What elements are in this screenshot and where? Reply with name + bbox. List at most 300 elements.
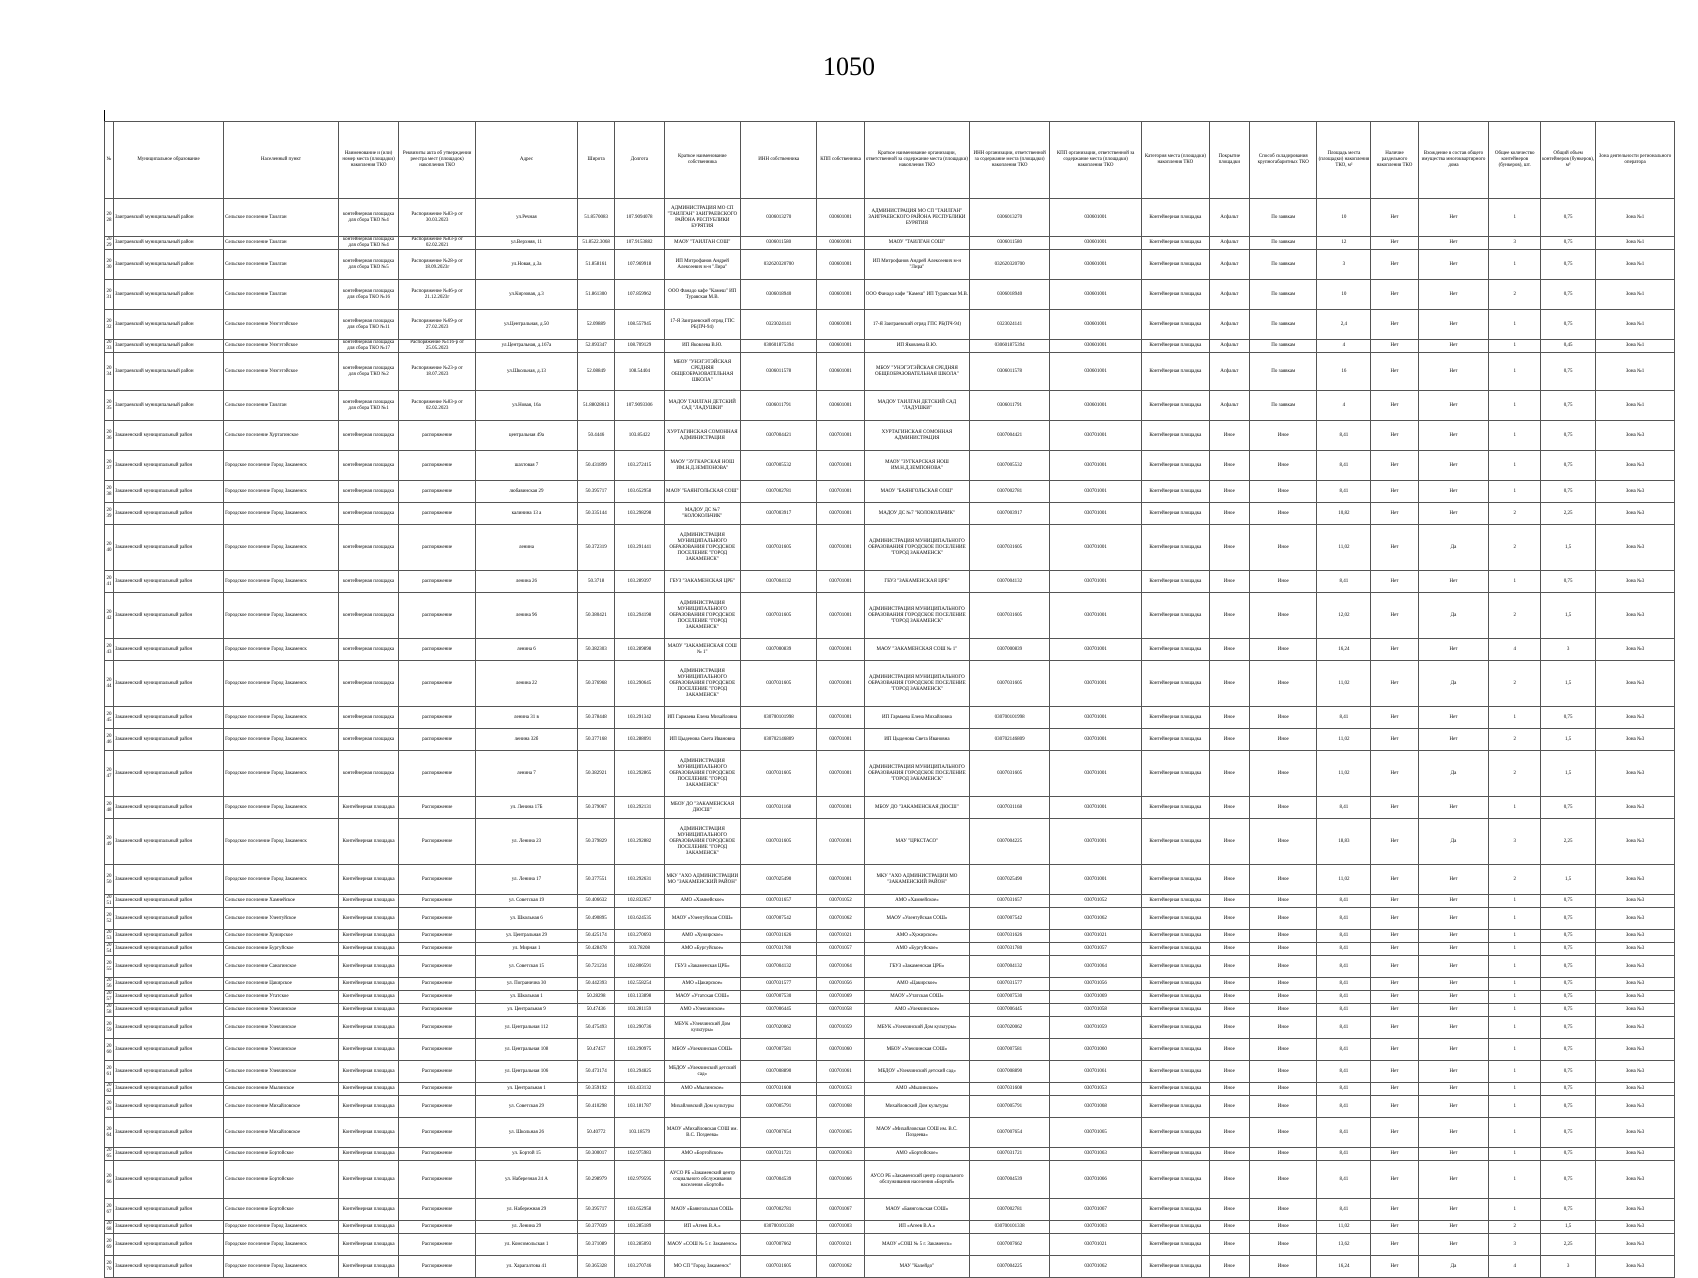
- table-cell: распоряжение: [399, 525, 475, 571]
- table-cell: 8,41: [1317, 481, 1371, 503]
- table-cell: 0307031605: [741, 593, 817, 639]
- table-cell: Контейнерная площадка: [338, 1096, 399, 1118]
- table-cell: Нет: [1418, 930, 1489, 943]
- table-cell: 030601001: [817, 199, 864, 237]
- table-cell: Контейнерная площадка: [1142, 1061, 1209, 1083]
- table-cell: 0307031577: [970, 978, 1050, 991]
- table-cell: ул.Кирзовая, д.3: [475, 280, 577, 310]
- table-cell: Закаменский муниципальный район: [113, 908, 223, 930]
- table-cell: Зона №3: [1596, 1083, 1675, 1096]
- table-cell: Зона №1: [1596, 280, 1675, 310]
- table-cell: 2: [1489, 503, 1541, 525]
- table-cell: 8,41: [1317, 571, 1371, 593]
- table-cell: 103.292882: [615, 819, 664, 865]
- table-cell: МАОУ «СОШ № 5 г. Закаменск»: [664, 1234, 740, 1256]
- table-cell: Зона №3: [1596, 661, 1675, 707]
- table-cell: МБУК «Улекчинский Дом культуры»: [664, 1017, 740, 1039]
- table-cell: Зона №1: [1596, 237, 1675, 250]
- table-cell: 50.410298: [578, 1096, 615, 1118]
- table-cell: 030700101998: [741, 707, 817, 729]
- table-cell: ИП Яковлева В.Ю.: [864, 340, 970, 353]
- table-cell: 50.490895: [578, 908, 615, 930]
- table-cell: Контейнерная площадка: [338, 1039, 399, 1061]
- table-cell: ул. Центральная 9: [475, 1004, 577, 1017]
- table-cell: 16,24: [1317, 639, 1371, 661]
- table-cell: 0307031577: [741, 978, 817, 991]
- table-cell: 030701001: [1050, 865, 1142, 895]
- table-cell: 030701062: [817, 1256, 864, 1278]
- table-cell: Нет: [1418, 503, 1489, 525]
- table-cell: Нет: [1371, 1148, 1418, 1161]
- table-cell: 0307006445: [970, 1004, 1050, 1017]
- table-cell: 0,75: [1541, 1161, 1596, 1199]
- table-cell: Городское поселение Город Закаменск: [224, 1221, 339, 1234]
- table-cell: ХУРТАГИНСКАЯ СОМОННАЯ АДМИНИСТРАЦИЯ: [664, 421, 740, 451]
- table-row: [105, 1161, 1675, 1199]
- table-cell: ул. Погранична 30: [475, 978, 577, 991]
- table-cell: 50.395717: [578, 481, 615, 503]
- column-header: Муниципальное образование: [113, 122, 223, 199]
- table-cell: 50.380421: [578, 593, 615, 639]
- table-cell: 030701062: [817, 908, 864, 930]
- table-cell: Нет: [1418, 1039, 1489, 1061]
- table-cell: Нет: [1371, 707, 1418, 729]
- table-cell: Иное: [1250, 1148, 1317, 1161]
- table-cell: Асфальт: [1209, 353, 1249, 391]
- table-cell: 0307005532: [970, 451, 1050, 481]
- table-row: [105, 819, 1675, 865]
- table-cell: Контейнерная площадка: [1142, 751, 1209, 797]
- table-cell: Зона №1: [1596, 199, 1675, 237]
- table-cell: Контейнерная площадка: [1142, 280, 1209, 310]
- table-cell: Иное: [1209, 1004, 1249, 1017]
- table-cell: 103.285189: [615, 1221, 664, 1234]
- table-cell: МБОУ «Улекчинская СОШ»: [864, 1039, 970, 1061]
- table-cell: Зона №1: [1596, 391, 1675, 421]
- table-cell: 50.28298: [578, 991, 615, 1004]
- table-cell: Сельское поселение Бортойское: [224, 1199, 339, 1221]
- table-cell: Нет: [1371, 639, 1418, 661]
- table-cell: 1: [1489, 391, 1541, 421]
- table-cell: 50.431899: [578, 451, 615, 481]
- table-cell: Нет: [1371, 1256, 1418, 1278]
- table-cell: Зона №3: [1596, 1004, 1675, 1017]
- table-row: [105, 1256, 1675, 1278]
- table-cell: 0307031608: [970, 1083, 1050, 1096]
- table-cell: 0307031721: [741, 1148, 817, 1161]
- table-cell: Распоряжение: [399, 1199, 475, 1221]
- table-cell: 2064: [105, 1118, 114, 1148]
- table-cell: 0306011578: [741, 353, 817, 391]
- table-cell: Сельское поселение Улекчинское: [224, 1039, 339, 1061]
- table-cell: 2065: [106, 1148, 112, 1159]
- table-cell: контейнерная площадка: [338, 503, 399, 525]
- table-cell: 103.18579: [615, 1118, 664, 1148]
- table-cell: 50.365328: [578, 1256, 615, 1278]
- table-cell: 2031: [105, 280, 114, 310]
- table-cell: 030701001: [817, 481, 864, 503]
- table-cell: 3: [1541, 1256, 1596, 1278]
- table-cell: Нет: [1418, 340, 1489, 353]
- table-cell: ул. Ленина 17Б: [475, 797, 577, 819]
- table-cell: 50.442393: [578, 978, 615, 991]
- table-cell: МКУ "АХО АДМИНИСТРАЦИИ МО "ЗАКАМЕНСКИЙ РАЙОН": [664, 865, 740, 895]
- table-cell: 0307002781: [741, 481, 817, 503]
- table-cell: МБУК «Улекчинский Дом культуры»: [864, 1017, 970, 1039]
- table-cell: 50.4446: [578, 421, 615, 451]
- table-cell: 51.88028613: [578, 391, 615, 421]
- table-cell: АМО «Мылинское»: [664, 1083, 740, 1096]
- table-cell: Да: [1418, 751, 1489, 797]
- table-cell: 0307031780: [970, 943, 1050, 956]
- table-cell: Иное: [1209, 1017, 1249, 1039]
- table-cell: ИП Гармаева Елена Михайловна: [864, 707, 970, 729]
- table-cell: 2061: [105, 1061, 114, 1083]
- table-cell: 2047: [105, 751, 114, 797]
- table-cell: Контейнерная площадка: [1142, 991, 1209, 1004]
- table-cell: 50.377039: [578, 1221, 615, 1234]
- column-header: Населенный пункт: [224, 122, 339, 199]
- table-cell: 030701063: [817, 1148, 864, 1161]
- table-row: [105, 797, 1675, 819]
- table-cell: Распоряжение: [399, 943, 475, 956]
- table-cell: Распоряжение: [399, 908, 475, 930]
- table-cell: Контейнерная площадка: [338, 943, 399, 956]
- table-cell: 50.475493: [578, 1017, 615, 1039]
- table-cell: 2033: [106, 340, 112, 351]
- table-cell: АДМИНИСТРАЦИЯ МУНИЦИПАЛЬНОГО ОБРАЗОВАНИЯ ГОРОДСКОЕ ПОСЕЛЕНИЕ "ГОРОД ЗАКАМЕНСК": [864, 751, 970, 797]
- table-row: [105, 1148, 1675, 1161]
- table-cell: 4: [1489, 1256, 1541, 1278]
- table-cell: Закаменский муниципальный район: [113, 1118, 223, 1148]
- table-cell: Иное: [1250, 421, 1317, 451]
- table-cell: контейнерная площадка для сбора ТКО №2: [338, 353, 399, 391]
- table-cell: ул.Новая, д.3а: [475, 250, 577, 280]
- table-cell: Контейнерная площадка: [338, 1118, 399, 1148]
- table-row: [105, 237, 1675, 250]
- table-cell: 0,75: [1541, 571, 1596, 593]
- table-cell: 030701056: [817, 978, 864, 991]
- table-cell: 4: [1317, 391, 1371, 421]
- table-cell: Нет: [1371, 1004, 1418, 1017]
- table-cell: Иное: [1250, 978, 1317, 991]
- table-cell: МАДОУ ДС №7 "КОЛОКОЛЬЧИК": [864, 503, 970, 525]
- table-cell: 030701057: [1050, 943, 1142, 956]
- table-cell: Сельское поселение Хамнейское: [224, 895, 339, 908]
- table-cell: Иное: [1250, 1039, 1317, 1061]
- table-cell: 0307031605: [970, 525, 1050, 571]
- table-cell: Зона №3: [1596, 1039, 1675, 1061]
- table-cell: 103.298298: [615, 503, 664, 525]
- table-cell: Городское поселение Город Закаменск: [224, 1256, 339, 1278]
- table-cell: Контейнерная площадка: [1142, 1039, 1209, 1061]
- table-cell: 032620320700: [970, 250, 1050, 280]
- table-cell: АМО «Хужирское»: [664, 930, 740, 943]
- table-cell: 0307004132: [741, 956, 817, 978]
- table-cell: 030601001: [1050, 280, 1142, 310]
- table-cell: Нет: [1371, 1234, 1418, 1256]
- table-cell: Иное: [1250, 991, 1317, 1004]
- table-cell: Зона №1: [1596, 340, 1675, 353]
- table-cell: 103.624535: [615, 908, 664, 930]
- column-header: Краткое наименование организации, ответственной за содержание места (площадки) накопления ТКО: [864, 122, 970, 199]
- column-header: Общий объем контейнеров (бункеров), м³: [1541, 122, 1596, 199]
- table-cell: 0306011580: [741, 237, 817, 250]
- table-cell: 030701066: [817, 1161, 864, 1199]
- table-cell: ул. Советская 15: [475, 956, 577, 978]
- table-cell: ленина 7: [475, 751, 577, 797]
- table-cell: ул.Центральная, д.167а: [475, 340, 577, 353]
- table-cell: 11,02: [1317, 525, 1371, 571]
- table-cell: Иное: [1209, 1148, 1249, 1161]
- column-header: Площадь места (площадки) накопления ТКО, м²: [1317, 122, 1371, 199]
- table-cell: 2037: [105, 451, 114, 481]
- table-cell: Зона №3: [1596, 1096, 1675, 1118]
- table-cell: 103.292865: [615, 751, 664, 797]
- table-cell: 2048: [105, 797, 114, 819]
- table-cell: 0307007581: [970, 1039, 1050, 1061]
- table-cell: Закаменский муниципальный район: [113, 1096, 223, 1118]
- table-cell: 1: [1489, 250, 1541, 280]
- table-cell: ул. Наберезная 24 А: [475, 1161, 577, 1199]
- table-row: [105, 481, 1675, 503]
- table-cell: 2: [1489, 729, 1541, 751]
- table-cell: АДМИНИСТРАЦИЯ МУНИЦИПАЛЬНОГО ОБРАЗОВАНИЯ ГОРОДСКОЕ ПОСЕЛЕНИЕ "ГОРОД ЗАКАМЕНСК": [664, 661, 740, 707]
- table-cell: Зона №3: [1596, 1199, 1675, 1221]
- table-cell: 030601001: [1050, 391, 1142, 421]
- table-cell: Распоряжение: [399, 1256, 475, 1278]
- table-cell: 103.294198: [615, 593, 664, 639]
- table-cell: 030701067: [1050, 1199, 1142, 1221]
- table-cell: Контейнерная площадка: [1142, 199, 1209, 237]
- table-cell: 8,41: [1317, 797, 1371, 819]
- table-cell: Иное: [1250, 503, 1317, 525]
- table-cell: 0307031168: [741, 797, 817, 819]
- table-cell: 2062: [106, 1083, 112, 1094]
- table-cell: Контейнерная площадка: [1142, 250, 1209, 280]
- table-cell: Нет: [1371, 237, 1418, 250]
- table-cell: По заявкам: [1250, 250, 1317, 280]
- table-cell: Сельское поселение Улекчинское: [224, 1017, 339, 1039]
- table-cell: Иное: [1250, 1199, 1317, 1221]
- table-cell: Нет: [1371, 1118, 1418, 1148]
- table-cell: АДМИНИСТРАЦИЯ МУНИЦИПАЛЬНОГО ОБРАЗОВАНИЯ ГОРОДСКОЕ ПОСЕЛЕНИЕ "ГОРОД ЗАКАМЕНСК": [664, 525, 740, 571]
- table-cell: Зона №3: [1596, 571, 1675, 593]
- table-cell: Зона №3: [1596, 1221, 1675, 1234]
- table-cell: Нет: [1418, 1221, 1489, 1234]
- table-row: [105, 250, 1675, 280]
- table-cell: 0323024141: [741, 310, 817, 340]
- table-cell: Нет: [1418, 250, 1489, 280]
- table-cell: 8,41: [1317, 1083, 1371, 1096]
- table-cell: МО СП "Город Закаменск": [664, 1256, 740, 1278]
- table-cell: Нет: [1418, 978, 1489, 991]
- table-cell: Иное: [1250, 751, 1317, 797]
- table-cell: 0307020062: [970, 1017, 1050, 1039]
- table-cell: 0307031605: [741, 661, 817, 707]
- table-cell: Заиграевский муниципальный район: [113, 237, 223, 250]
- table-cell: 0307004132: [970, 571, 1050, 593]
- table-cell: МАОУ «Михайловская СОШ им. В.С. Поздеева»: [864, 1118, 970, 1148]
- table-cell: ул. Школьная 26: [475, 1118, 577, 1148]
- table-cell: 1,5: [1541, 729, 1596, 751]
- table-cell: 0307031626: [741, 930, 817, 943]
- table-cell: 1: [1489, 481, 1541, 503]
- table-cell: 102.558254: [615, 978, 664, 991]
- table-cell: ХУРТАГИНСКАЯ СОМОННАЯ АДМИНИСТРАЦИЯ: [864, 421, 970, 451]
- column-header: Широта: [578, 122, 615, 199]
- table-cell: Нет: [1418, 729, 1489, 751]
- table-cell: Контейнерная площадка: [1142, 1017, 1209, 1039]
- table-cell: Нет: [1418, 1096, 1489, 1118]
- table-cell: 50.395717: [578, 1199, 615, 1221]
- table-cell: распоряжение: [399, 481, 475, 503]
- table-cell: 1: [1489, 353, 1541, 391]
- table-header-row: [105, 122, 1675, 199]
- table-cell: 1,5: [1541, 1221, 1596, 1234]
- table-cell: Зона №3: [1596, 525, 1675, 571]
- table-cell: контейнерная площадка: [338, 707, 399, 729]
- table-cell: Нет: [1371, 525, 1418, 571]
- table-cell: Иное: [1250, 908, 1317, 930]
- table-cell: 030701001: [817, 451, 864, 481]
- table-cell: Сельское поселение Мылинское: [224, 1083, 339, 1096]
- table-cell: 103.281159: [615, 1004, 664, 1017]
- table-cell: ул. Советская 29: [475, 1096, 577, 1118]
- table-cell: 0,75: [1541, 237, 1596, 250]
- table-cell: 50.378448: [578, 707, 615, 729]
- table-cell: Контейнерная площадка: [338, 819, 399, 865]
- table-cell: Закаменский муниципальный район: [113, 639, 223, 661]
- table-cell: 0,75: [1541, 353, 1596, 391]
- table-cell: 8,41: [1317, 421, 1371, 451]
- table-cell: контейнерная площадка для сбора ТКО №5: [338, 250, 399, 280]
- table-cell: 8,41: [1317, 1017, 1371, 1039]
- table-cell: Закаменский муниципальный район: [113, 956, 223, 978]
- table-cell: Нет: [1418, 1017, 1489, 1039]
- table-cell: Зона №3: [1596, 1161, 1675, 1199]
- table-cell: АМО «Бургуйское»: [864, 943, 970, 956]
- table-cell: Иное: [1209, 1199, 1249, 1221]
- table-row: [105, 391, 1675, 421]
- table-cell: Зона №3: [1596, 593, 1675, 639]
- table-cell: МАОУ "ТАИЛГАН СОШ": [864, 237, 970, 250]
- table-cell: контейнерная площадка: [338, 729, 399, 751]
- table-cell: 103.291342: [615, 707, 664, 729]
- table-cell: 030601001: [817, 310, 864, 340]
- table-cell: 0,75: [1541, 280, 1596, 310]
- table-cell: 107.859962: [615, 280, 664, 310]
- table-cell: Да: [1418, 593, 1489, 639]
- table-cell: 103.289397: [615, 571, 664, 593]
- table-cell: 50.335144: [578, 503, 615, 525]
- table-cell: 1: [1489, 421, 1541, 451]
- table-cell: 17-Я Заиграевский отряд ГПС РБ(ПЧ-94): [664, 310, 740, 340]
- table-cell: 030701001: [817, 707, 864, 729]
- table-cell: 16: [1317, 353, 1371, 391]
- table-cell: Контейнерная площадка: [338, 1061, 399, 1083]
- table-cell: Зона №3: [1596, 729, 1675, 751]
- table-cell: Иное: [1250, 1161, 1317, 1199]
- table-cell: Сельское поселение Таилган: [224, 199, 339, 237]
- table-cell: Нет: [1418, 237, 1489, 250]
- table-cell: 030701060: [817, 1039, 864, 1061]
- table-cell: 52.09889: [578, 310, 615, 340]
- table-cell: 103.294825: [615, 1061, 664, 1083]
- page-number: 1050: [823, 52, 875, 81]
- table-cell: Закаменский муниципальный район: [113, 729, 223, 751]
- table-cell: 030701001: [817, 797, 864, 819]
- table-cell: 030601001: [817, 280, 864, 310]
- table-cell: Распоряжение: [399, 956, 475, 978]
- table-cell: 3: [1541, 639, 1596, 661]
- table-cell: 030701001: [1050, 751, 1142, 797]
- table-cell: ул. Харагалтова 41: [475, 1256, 577, 1278]
- table-row: [105, 340, 1675, 353]
- table-cell: калинина 13 а: [475, 503, 577, 525]
- table-cell: ИП «Агеев В.А.»: [664, 1221, 740, 1234]
- table-cell: Иное: [1250, 895, 1317, 908]
- table-cell: Зона №3: [1596, 819, 1675, 865]
- table-cell: 1: [1489, 943, 1541, 956]
- table-cell: 107.9094078: [615, 199, 664, 237]
- table-cell: 103.291441: [615, 525, 664, 571]
- table-cell: 8,41: [1317, 451, 1371, 481]
- table-cell: 030700101338: [970, 1221, 1050, 1234]
- table-cell: 51.8522.3068: [578, 237, 615, 250]
- table-cell: распоряжение: [399, 451, 475, 481]
- table-cell: 0307007662: [741, 1234, 817, 1256]
- table-cell: Заиграевский муниципальный район: [113, 199, 223, 237]
- table-cell: Сельское поселение Бургуйское: [224, 943, 339, 956]
- table-cell: Нет: [1418, 481, 1489, 503]
- table-cell: МАУ "Калейдо": [864, 1256, 970, 1278]
- table-cell: Зона №3: [1596, 451, 1675, 481]
- table-cell: Зона №3: [1596, 865, 1675, 895]
- table-cell: ООО Фанадо кафе "Камеш" ИП Туравская М.В.: [664, 280, 740, 310]
- table-cell: Контейнерная площадка: [338, 1148, 399, 1161]
- table-cell: 0,75: [1541, 1199, 1596, 1221]
- table-cell: 0307007530: [741, 991, 817, 1004]
- table-cell: Городское поселение Город Закаменск: [224, 503, 339, 525]
- table-cell: Нет: [1371, 865, 1418, 895]
- table-cell: 0,75: [1541, 250, 1596, 280]
- table-cell: 030701069: [1050, 991, 1142, 1004]
- table-cell: Зона №3: [1596, 797, 1675, 819]
- table-cell: 1,5: [1541, 661, 1596, 707]
- table-cell: Распоряжение: [399, 1161, 475, 1199]
- table-cell: 030701001: [1050, 451, 1142, 481]
- table-cell: Контейнерная площадка: [338, 930, 399, 943]
- table-cell: 0307020062: [741, 1017, 817, 1039]
- table-cell: Зона №3: [1596, 943, 1675, 956]
- table-cell: 1: [1489, 1061, 1541, 1083]
- table-cell: 18,83: [1317, 819, 1371, 865]
- table-cell: 032620320700: [741, 250, 817, 280]
- table-cell: МАОУ "ЗАКАМЕНСКАЯ СОШ № 1": [864, 639, 970, 661]
- table-row: [105, 1199, 1675, 1221]
- table-cell: Закаменский муниципальный район: [113, 707, 223, 729]
- table-cell: 8,41: [1317, 1061, 1371, 1083]
- table-cell: Иное: [1250, 639, 1317, 661]
- table-cell: 0,75: [1541, 1039, 1596, 1061]
- table-cell: контейнерная площадка: [338, 751, 399, 797]
- table-cell: Сельское поселение Унэгэтэйское: [224, 353, 339, 391]
- table-cell: Нет: [1371, 1017, 1418, 1039]
- table-cell: Зона №3: [1596, 978, 1675, 991]
- table-cell: 0307031721: [970, 1148, 1050, 1161]
- table-cell: Распоряжение №83-р от 30.03.2023: [399, 199, 475, 237]
